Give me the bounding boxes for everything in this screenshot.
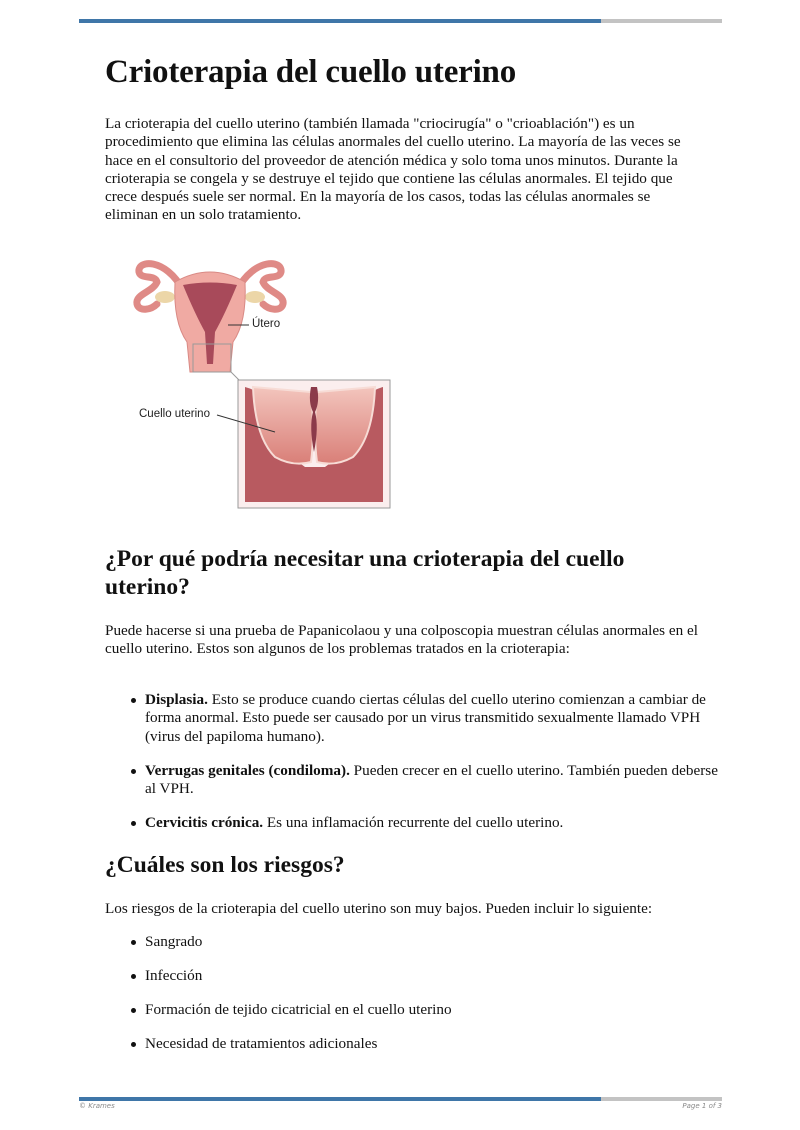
item-text: Pueden crecer en el cuello uterino. También pueden deberse al VPH. xyxy=(145,761,718,798)
conditions-list xyxy=(105,691,725,849)
footer-progress-bar xyxy=(79,1097,722,1101)
progress-track xyxy=(601,19,722,23)
page-title: Crioterapia del cuello uterino xyxy=(105,54,517,90)
label-cervix: Cuello uterino xyxy=(139,408,210,420)
item-term: Cervicitis crónica. xyxy=(145,814,264,832)
page-number: Page 1 of 3 xyxy=(682,1102,722,1110)
intro-paragraph: La crioterapia del cuello uterino (también llamada "criocirugía" o "crioablación") es un procedimiento que elimina las células anormales del cuello uterino. La mayoría de las veces se hace en el consultorio del proveedor de atención médica y solo toma unos minutos. Durante la crioterapia se congela y se destruye el tejido que contiene las células anormales. El tejido que crece después suele ser normal. En la mayoría de los casos, todas las células anormales se eliminan en un solo tratamiento. xyxy=(105,115,681,224)
section-heading-risks: ¿Cuáles son los riesgos? xyxy=(105,852,345,878)
list-item: Infección xyxy=(145,967,725,985)
item-term: Displasia. xyxy=(145,691,208,708)
list-item xyxy=(145,691,725,746)
header-progress-bar xyxy=(79,19,722,23)
list-item: Sangrado xyxy=(145,933,725,951)
risks-list xyxy=(105,933,725,1069)
progress-fill xyxy=(79,19,601,23)
section-paragraph-why: Puede hacerse si una prueba de Papanicolaou y una colposcopia muestran células anormales en el cuello uterino. Estos son algunos de los problemas tratados en la crioterapia: xyxy=(105,622,698,658)
progress-track xyxy=(601,1097,722,1101)
list-item xyxy=(145,762,725,799)
list-item xyxy=(145,814,725,832)
item-text: Esto se produce cuando ciertas células del cuello uterino comienzan a cambiar de forma anormal. Esto puede ser causado por un virus transmitido sexualmente llamado VPH (virus del papiloma humano). xyxy=(145,691,706,745)
page-footer xyxy=(79,1102,722,1110)
section-paragraph-risks: Los riesgos de la crioterapia del cuello uterino son muy bajos. Pueden incluir lo siguiente: xyxy=(105,900,653,917)
uterus-cervix-diagram xyxy=(125,252,405,517)
item-term: Verrugas genitales (condiloma). xyxy=(145,761,350,779)
item-text: Es una inflamación recurrente del cuello uterino. xyxy=(263,814,564,832)
copyright: © Krames xyxy=(79,1102,115,1110)
label-uterus: Útero xyxy=(252,318,281,330)
right-ovary xyxy=(245,291,265,303)
progress-fill xyxy=(79,1097,601,1101)
left-ovary xyxy=(155,291,175,303)
section-heading-why: ¿Por qué podría necesitar una crioterapia del cuello uterino? xyxy=(105,546,625,600)
zoom-connector xyxy=(231,372,239,380)
list-item: Formación de tejido cicatricial en el cuello uterino xyxy=(145,1001,725,1019)
list-item: Necesidad de tratamientos adicionales xyxy=(145,1035,725,1053)
